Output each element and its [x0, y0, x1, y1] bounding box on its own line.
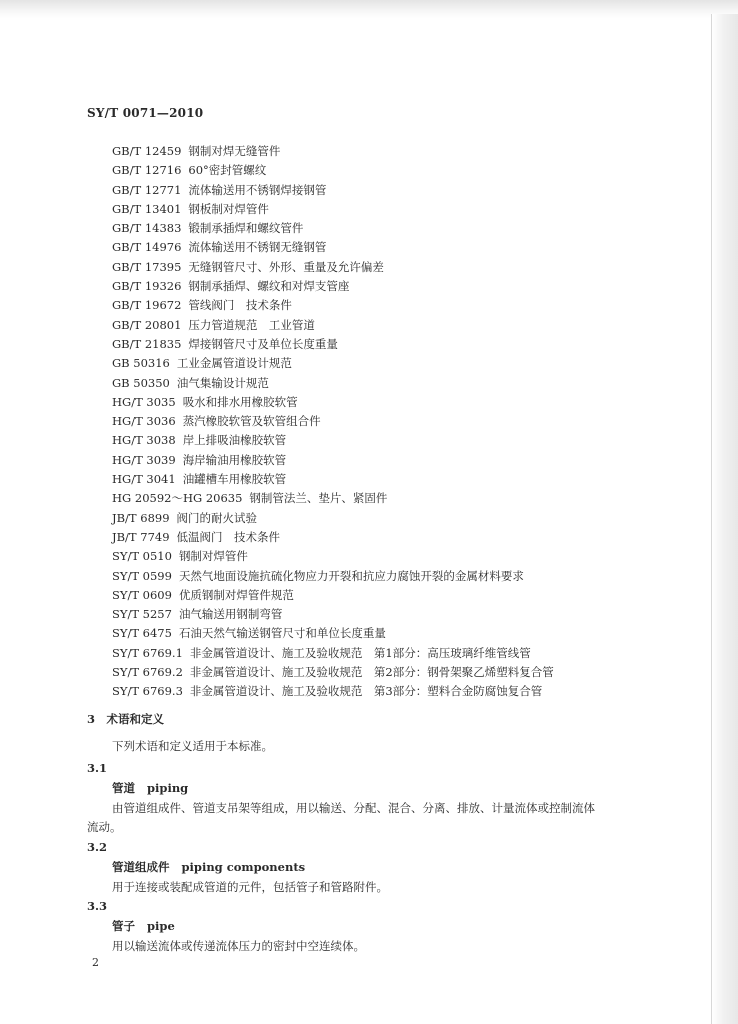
term-zh-3-3: 管子 — [112, 919, 135, 933]
reference-item — [112, 354, 554, 373]
reference-item — [112, 335, 554, 354]
reference-item — [112, 219, 554, 238]
term-en-3-2: piping components — [181, 860, 306, 874]
reference-item — [112, 509, 554, 528]
term-zh-3-2: 管道组成件 — [112, 860, 170, 874]
reference-title: 海岸输油用橡胶软管 — [182, 452, 287, 467]
reference-code: GB/T 12459 — [112, 144, 182, 158]
reference-title: 压力管道规范 工业管道 — [188, 317, 315, 332]
reference-title: 钢板制对焊管件 — [188, 201, 269, 216]
reference-code: SY/T 6475 — [112, 626, 172, 641]
reference-item — [112, 200, 554, 219]
reference-title: 优质钢制对焊管件规范 — [178, 587, 294, 602]
reference-title: 流体输送用不锈钢无缝钢管 — [188, 240, 327, 255]
reference-item — [112, 470, 554, 489]
term-definition-3-2: 用于连接或装配成管道的元件，包括管子和管路附件。 — [112, 880, 388, 894]
page-fold-line — [711, 14, 712, 1024]
reference-code: GB 50316 — [112, 356, 170, 371]
term-en-3-1: piping — [147, 781, 189, 795]
section-3-heading: 3 术语和定义 — [87, 712, 165, 726]
reference-code: HG/T 3036 — [112, 414, 176, 429]
reference-item — [112, 605, 554, 624]
reference-title: 流体输送用不锈钢焊接钢管 — [188, 182, 327, 197]
reference-item — [112, 663, 554, 682]
reference-title: 低温阀门 技术条件 — [176, 529, 281, 544]
term-definition-3-1-line2: 流动。 — [87, 820, 122, 834]
reference-title: 锻制承插焊和螺纹管件 — [188, 221, 304, 236]
page-number: 2 — [92, 956, 99, 969]
scan-top-edge — [0, 0, 738, 18]
term-en-3-3: pipe — [147, 919, 175, 933]
reference-title: 天然气地面设施抗硫化物应力开裂和抗应力腐蚀开裂的金属材料要求 — [178, 568, 524, 583]
reference-item — [112, 374, 554, 393]
reference-code: JB/T 7749 — [112, 529, 170, 544]
reference-code: GB/T 20801 — [112, 317, 182, 332]
reference-code: GB/T 14976 — [112, 240, 182, 255]
reference-code: SY/T 0599 — [112, 568, 172, 583]
reference-item — [112, 316, 554, 335]
reference-title: 钢制管法兰、垫片、紧固件 — [249, 491, 388, 506]
reference-code: SY/T 0609 — [112, 587, 172, 602]
reference-title: 油气集输设计规范 — [176, 375, 269, 390]
reference-item — [112, 181, 554, 200]
term-zh-3-1: 管道 — [112, 781, 135, 795]
reference-title: 吸水和排水用橡胶软管 — [182, 394, 298, 409]
reference-item — [112, 393, 554, 412]
reference-item — [112, 547, 554, 566]
reference-title: 工业金属管道设计规范 — [176, 356, 292, 371]
reference-item — [112, 644, 554, 663]
reference-title: 管线阀门 技术条件 — [188, 298, 292, 313]
reference-title: 无缝钢管尺寸、外形、重量及允许偏差 — [188, 259, 384, 274]
term-definition-3-1-line1: 由管道组成件、管道支吊架等组成，用以输送、分配、混合、分离、排放、计量流体或控制流体 — [112, 801, 595, 815]
reference-item — [112, 161, 554, 180]
reference-title: 非金属管道设计、施工及验收规范 第1部分：高压玻璃纤维管线管 — [189, 645, 531, 660]
reference-code: GB/T 17395 — [112, 259, 182, 274]
reference-title: 岸上排吸油橡胶软管 — [182, 433, 287, 448]
reference-item — [112, 567, 554, 586]
reference-title: 非金属管道设计、施工及验收规范 第2部分：钢骨架聚乙烯塑料复合管 — [189, 665, 554, 680]
reference-code: SY/T 6769.3 — [112, 684, 183, 699]
reference-item — [112, 258, 554, 277]
reference-title: 钢制对焊无缝管件 — [188, 144, 281, 158]
reference-item — [112, 277, 554, 296]
reference-code: HG/T 3038 — [112, 433, 176, 448]
reference-title: 钢制对焊管件 — [178, 549, 248, 564]
reference-item — [112, 624, 554, 643]
term-number-3-3: 3.3 — [87, 899, 108, 913]
reference-item — [112, 489, 554, 508]
reference-code: GB 50350 — [112, 375, 170, 390]
reference-code: HG/T 3041 — [112, 472, 176, 487]
term-number-3-1: 3.1 — [87, 761, 108, 775]
reference-code: GB/T 14383 — [112, 221, 182, 236]
running-header-doc-code: SY/T 0071—2010 — [87, 106, 204, 120]
reference-code: GB/T 12771 — [112, 182, 182, 197]
term-definition-3-3: 用以输送流体或传递流体压力的密封中空连续体。 — [112, 939, 365, 953]
reference-item — [112, 238, 554, 257]
reference-title: 钢制承插焊、螺纹和对焊支管座 — [188, 279, 350, 294]
reference-title: 焊接钢管尺寸及单位长度重量 — [188, 336, 338, 351]
reference-code: SY/T 6769.1 — [112, 645, 183, 660]
normative-reference-list — [112, 142, 554, 702]
reference-item — [112, 451, 554, 470]
term-title-3-1 — [112, 780, 188, 796]
reference-code: HG/T 3035 — [112, 394, 176, 409]
reference-title: 蒸汽橡胶软管及软管组合件 — [182, 414, 321, 429]
reference-code: HG 20592～HG 20635 — [112, 491, 243, 506]
reference-title: 阀门的耐火试验 — [176, 510, 258, 525]
reference-item — [112, 296, 554, 315]
reference-code: GB/T 21835 — [112, 336, 182, 351]
reference-code: GB/T 19672 — [112, 298, 182, 313]
reference-item — [112, 682, 554, 701]
section-3-intro: 下列术语和定义适用于本标准。 — [112, 739, 273, 753]
reference-item — [112, 412, 554, 431]
term-number-3-2: 3.2 — [87, 840, 108, 854]
reference-title: 非金属管道设计、施工及验收规范 第3部分：塑料合金防腐蚀复合管 — [189, 684, 543, 699]
reference-item — [112, 528, 554, 547]
reference-code: GB/T 13401 — [112, 201, 182, 216]
reference-code: SY/T 0510 — [112, 549, 172, 564]
term-title-3-2 — [112, 859, 305, 875]
reference-code: HG/T 3039 — [112, 452, 176, 467]
reference-code: JB/T 6899 — [112, 510, 170, 525]
reference-title: 油气输送用钢制弯管 — [178, 607, 283, 622]
reference-item — [112, 586, 554, 605]
reference-item — [112, 142, 554, 161]
reference-code: SY/T 5257 — [112, 607, 172, 622]
term-title-3-3 — [112, 918, 175, 934]
reference-code: GB/T 19326 — [112, 279, 182, 294]
reference-item — [112, 431, 554, 450]
reference-code: GB/T 12716 — [112, 163, 182, 178]
reference-code: SY/T 6769.2 — [112, 665, 183, 680]
scan-right-edge — [712, 14, 738, 1024]
reference-title: 油罐槽车用橡胶软管 — [182, 472, 287, 487]
reference-title: 60°密封管螺纹 — [188, 163, 267, 178]
reference-title: 石油天然气输送钢管尺寸和单位长度重量 — [178, 626, 386, 641]
